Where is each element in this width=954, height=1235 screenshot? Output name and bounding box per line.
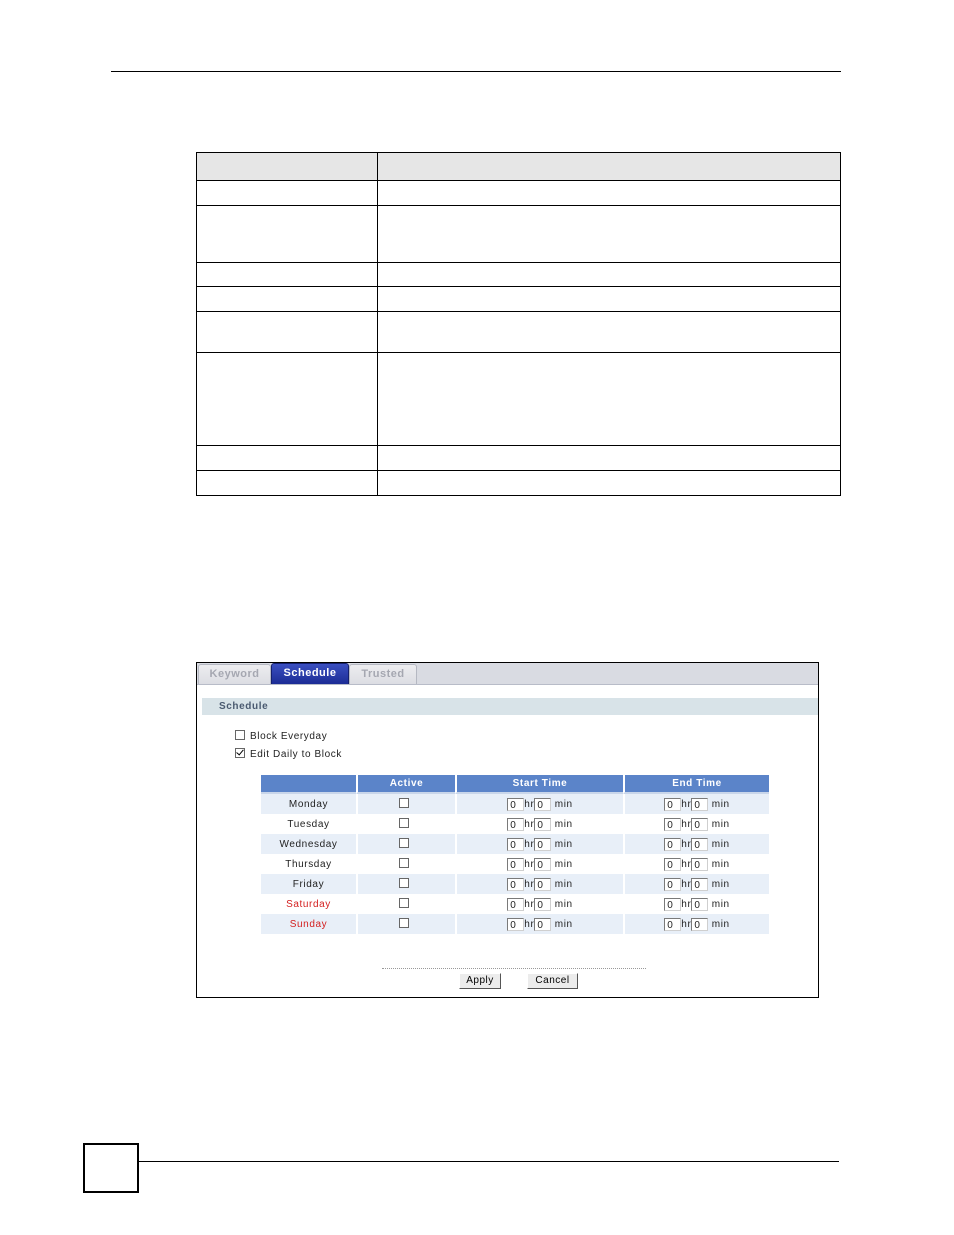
day-active-checkbox[interactable] (399, 918, 409, 928)
table-header-cell (197, 153, 378, 181)
hour-unit: hr (681, 818, 692, 830)
day-active-checkbox[interactable] (399, 818, 409, 828)
start-minute-input[interactable]: 0 (534, 858, 551, 871)
hour-unit: hr (681, 838, 692, 850)
day-label: Friday (261, 874, 356, 894)
start-hour-input[interactable]: 0 (507, 858, 524, 871)
table-row (261, 914, 769, 934)
table-row (261, 834, 769, 854)
table-cell (378, 446, 841, 471)
page-number-box (83, 1143, 139, 1193)
day-label: Saturday (261, 894, 356, 914)
minute-unit: min (711, 918, 730, 930)
column-header-end-time: End Time (623, 775, 769, 794)
cancel-button[interactable]: Cancel (527, 973, 578, 989)
table-cell (378, 287, 841, 312)
tab-schedule[interactable]: Schedule (271, 663, 349, 684)
day-label: Wednesday (261, 834, 356, 854)
active-cell (356, 794, 455, 814)
header-rule (111, 71, 841, 72)
hour-unit: hr (681, 878, 692, 890)
end-minute-input[interactable]: 0 (691, 838, 708, 851)
table-row (261, 794, 769, 814)
table-cell (197, 181, 378, 206)
hour-unit: hr (681, 798, 692, 810)
day-active-checkbox[interactable] (399, 878, 409, 888)
end-time-cell (623, 834, 769, 854)
option-block-everyday (235, 730, 327, 743)
start-minute-input[interactable]: 0 (534, 818, 551, 831)
active-cell (356, 874, 455, 894)
table-cell (378, 263, 841, 287)
minute-unit: min (711, 798, 730, 810)
day-active-checkbox[interactable] (399, 898, 409, 908)
table-cell (197, 263, 378, 287)
minute-unit: min (711, 878, 730, 890)
minute-unit: min (554, 818, 573, 830)
start-hour-input[interactable]: 0 (507, 838, 524, 851)
column-header-active: Active (356, 775, 455, 794)
end-hour-input[interactable]: 0 (664, 798, 681, 811)
start-time-cell (455, 834, 623, 854)
section-title: Schedule (202, 698, 818, 715)
hour-unit: hr (524, 838, 535, 850)
tab-trusted[interactable]: Trusted (349, 664, 417, 684)
active-cell (356, 914, 455, 934)
active-cell (356, 894, 455, 914)
end-hour-input[interactable]: 0 (664, 878, 681, 891)
minute-unit: min (554, 898, 573, 910)
hour-unit: hr (524, 918, 535, 930)
start-time-cell (455, 874, 623, 894)
end-time-cell (623, 894, 769, 914)
day-label: Thursday (261, 854, 356, 874)
tab-bar (197, 663, 818, 685)
end-hour-input[interactable]: 0 (664, 858, 681, 871)
hour-unit: hr (681, 858, 692, 870)
start-hour-input[interactable]: 0 (507, 918, 524, 931)
minute-unit: min (554, 878, 573, 890)
end-hour-input[interactable]: 0 (664, 918, 681, 931)
minute-unit: min (711, 898, 730, 910)
apply-button[interactable]: Apply (459, 973, 501, 989)
start-minute-input[interactable]: 0 (534, 918, 551, 931)
hour-unit: hr (524, 818, 535, 830)
table-cell (197, 287, 378, 312)
end-time-cell (623, 814, 769, 834)
start-time-cell (455, 894, 623, 914)
edit-daily-checkbox[interactable] (235, 748, 245, 758)
table-cell (197, 353, 378, 446)
end-time-cell (623, 854, 769, 874)
tab-keyword[interactable]: Keyword (198, 664, 271, 684)
active-cell (356, 814, 455, 834)
description-table (196, 152, 841, 496)
table-cell (197, 446, 378, 471)
day-active-checkbox[interactable] (399, 838, 409, 848)
end-time-cell (623, 874, 769, 894)
table-cell (197, 312, 378, 353)
hour-unit: hr (524, 798, 535, 810)
table-cell (378, 181, 841, 206)
start-hour-input[interactable]: 0 (507, 818, 524, 831)
end-time-cell (623, 794, 769, 814)
end-time-cell (623, 914, 769, 934)
hour-unit: hr (524, 898, 535, 910)
table-cell (197, 206, 378, 263)
minute-unit: min (711, 858, 730, 870)
end-hour-input[interactable]: 0 (664, 818, 681, 831)
end-hour-input[interactable]: 0 (664, 838, 681, 851)
start-time-cell (455, 914, 623, 934)
end-minute-input[interactable]: 0 (691, 918, 708, 931)
footer-rule (139, 1161, 839, 1162)
minute-unit: min (711, 818, 730, 830)
block-everyday-label: Block Everyday (250, 731, 328, 742)
option-edit-daily (235, 748, 342, 761)
end-hour-input[interactable]: 0 (664, 898, 681, 911)
start-minute-input[interactable]: 0 (534, 878, 551, 891)
table-cell (378, 471, 841, 496)
minute-unit: min (711, 838, 730, 850)
active-cell (356, 854, 455, 874)
minute-unit: min (554, 838, 573, 850)
end-minute-input[interactable]: 0 (691, 878, 708, 891)
minute-unit: min (554, 798, 573, 810)
active-cell (356, 834, 455, 854)
start-time-cell (455, 794, 623, 814)
day-label: Sunday (261, 914, 356, 934)
hour-unit: hr (681, 898, 692, 910)
hour-unit: hr (681, 918, 692, 930)
minute-unit: min (554, 918, 573, 930)
edit-daily-label: Edit Daily to Block (250, 749, 342, 760)
schedule-table (261, 775, 769, 934)
table-row (261, 814, 769, 834)
table-row (261, 854, 769, 874)
table-header-cell (378, 153, 841, 181)
day-label: Tuesday (261, 814, 356, 834)
end-minute-input[interactable]: 0 (691, 818, 708, 831)
day-active-checkbox[interactable] (399, 858, 409, 868)
start-minute-input[interactable]: 0 (534, 898, 551, 911)
end-minute-input[interactable]: 0 (691, 898, 708, 911)
table-cell (378, 312, 841, 353)
table-row (261, 894, 769, 914)
column-header-day (261, 775, 356, 794)
start-hour-input[interactable]: 0 (507, 878, 524, 891)
start-hour-input[interactable]: 0 (507, 798, 524, 811)
block-everyday-checkbox[interactable] (235, 730, 245, 740)
table-cell (378, 353, 841, 446)
hour-unit: hr (524, 858, 535, 870)
start-time-cell (455, 854, 623, 874)
column-header-start-time: Start Time (455, 775, 623, 794)
minute-unit: min (554, 858, 573, 870)
start-hour-input[interactable]: 0 (507, 898, 524, 911)
end-minute-input[interactable]: 0 (691, 858, 708, 871)
day-active-checkbox[interactable] (399, 798, 409, 808)
hour-unit: hr (524, 878, 535, 890)
start-minute-input[interactable]: 0 (534, 798, 551, 811)
start-minute-input[interactable]: 0 (534, 838, 551, 851)
day-label: Monday (261, 794, 356, 814)
table-cell (197, 471, 378, 496)
start-time-cell (455, 814, 623, 834)
table-row (261, 874, 769, 894)
table-cell (378, 206, 841, 263)
end-minute-input[interactable]: 0 (691, 798, 708, 811)
button-divider (382, 968, 646, 969)
schedule-screen (196, 662, 819, 998)
